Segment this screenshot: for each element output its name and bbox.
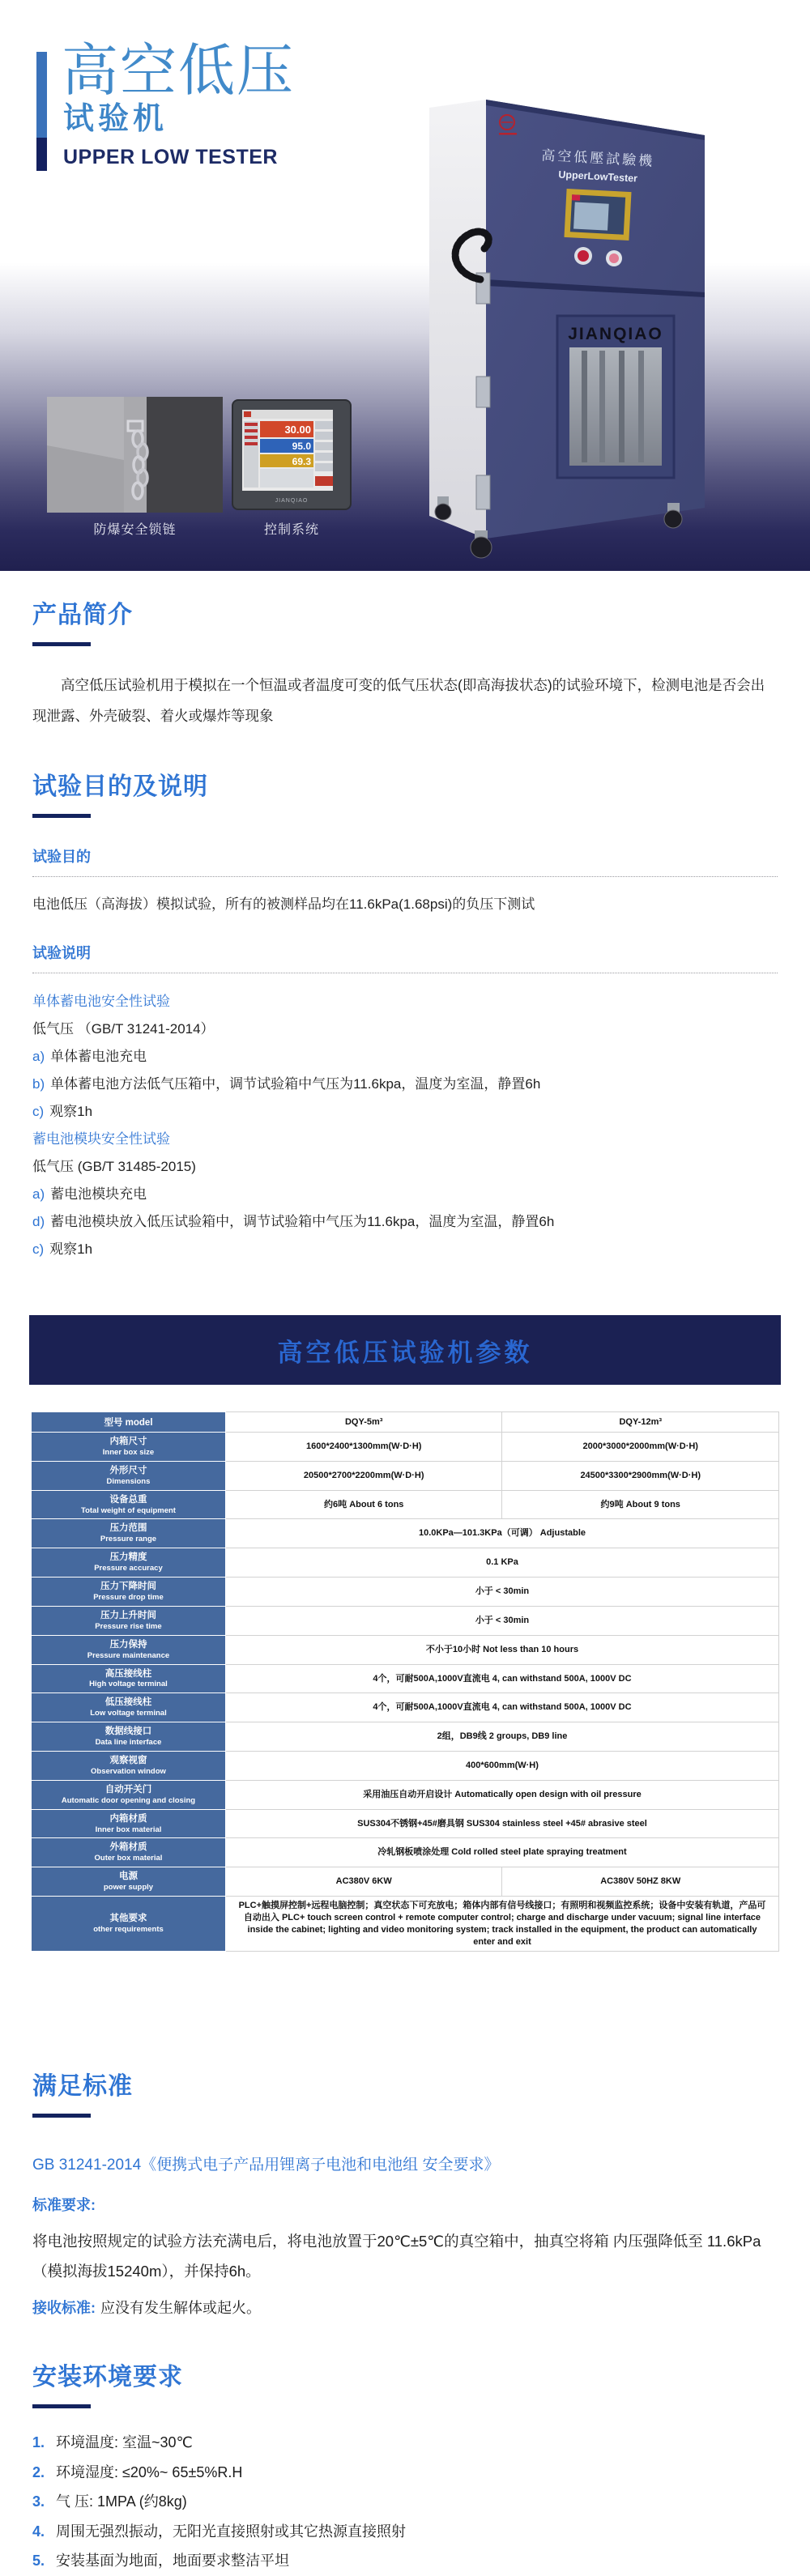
acceptance-line <box>32 2297 778 2319</box>
install-item <box>32 2458 778 2488</box>
item-number: 4. <box>32 2523 45 2540</box>
list-item <box>32 1153 778 1181</box>
section-standards <box>0 2073 810 2319</box>
item-text: 周围无强烈振动，无阳光直接照射或其它热源直接照射 <box>56 2523 407 2540</box>
requirement-label: 标准要求: <box>32 2197 96 2214</box>
row-label: 外形尺寸 Dimensions <box>32 1461 226 1490</box>
install-item <box>32 2517 778 2547</box>
row-label: 压力下降时间 Pressure drop time <box>32 1578 226 1607</box>
standards-title-underline <box>32 2114 91 2118</box>
row-value: 小于 < 30min <box>225 1606 778 1635</box>
item-text: 环境温度: 室温~30℃ <box>56 2434 193 2451</box>
purpose-title: 试验目的及说明 <box>32 773 208 801</box>
item-text: 低气压 (GB/T 31485-2015) <box>32 1159 196 1175</box>
install-title: 安装环境要求 <box>32 2364 183 2391</box>
machine-brand-text: JIANQIAO <box>568 325 663 343</box>
table-row <box>32 1809 779 1838</box>
row-label: 型号 model <box>32 1412 226 1433</box>
title-accent-bar <box>36 52 47 171</box>
requirement-text: 将电池按照规定的试验方法充满电后，将电池放置于20℃±5℃的真空箱中，抽真空将箱 内压强降低至 11.6kPa（模拟海拔15240m），并保持6h。 <box>32 2233 761 2280</box>
machine-logo-text <box>499 133 517 135</box>
row-value: SUS304不锈钢+45#磨具钢 SUS304 stainless steel +45# abrasive steel <box>225 1809 778 1838</box>
row-value: 约6吨 About 6 tons <box>225 1490 502 1519</box>
row-label: 压力范围 Pressure range <box>32 1519 226 1548</box>
section-purpose <box>0 773 810 1263</box>
control-screen-icon <box>231 397 352 513</box>
list-item <box>32 1071 778 1098</box>
row-value: 冷轧钢板喷涂处理 Cold rolled steel plate spraying treatment <box>225 1838 778 1867</box>
item-number: 1. <box>32 2434 45 2451</box>
item-letter: a) <box>32 1049 45 1065</box>
item-text: 低气压 （GB/T 31241-2014） <box>32 1021 215 1037</box>
hero-section <box>0 0 810 571</box>
table-row <box>32 1433 779 1462</box>
row-value: DQY-5m³ <box>225 1412 502 1433</box>
item-text: 单体蓄电池充电 <box>50 1049 147 1065</box>
table-row <box>32 1664 779 1693</box>
row-label: 数据线接口 Data line interface <box>32 1722 226 1752</box>
item-text: 单体蓄电池方法低气压箱中，调节试验箱中气压为11.6kpa，温度为室温，静置6h <box>50 1076 541 1092</box>
install-item <box>32 2487 778 2517</box>
machine-label-cn: 高空低壓試驗機 <box>540 147 655 169</box>
screen-humidity-value: 95.0 <box>292 441 311 452</box>
params-table <box>31 1411 779 1952</box>
caster-wheel-1 <box>435 504 451 520</box>
table-row <box>32 1461 779 1490</box>
window-rack-2 <box>599 351 605 462</box>
gb-standard-line: GB 31241-2014《便携式电子产品用锂离子电池和电池组 安全要求》 <box>32 2157 500 2174</box>
item-text: 观察1h <box>49 1104 93 1120</box>
row-label: 内箱尺寸 Inner box size <box>32 1433 226 1462</box>
table-row <box>32 1867 779 1897</box>
row-label: 压力上升时间 Pressure rise time <box>32 1606 226 1635</box>
row-value: 2组，DB9线 2 groups, DB9 line <box>225 1722 778 1752</box>
intro-paragraph: 高空低压试验机用于模拟在一个恒温或者温度可变的低气压状态(即高海拔状态)的试验环境下，检测电池是否会出现泄露、外壳破裂、着火或爆炸等现象 <box>32 677 765 724</box>
row-label: 观察视窗 Observation window <box>32 1751 226 1780</box>
row-label: 低压接线柱 Low voltage terminal <box>32 1693 226 1722</box>
table-row <box>32 1519 779 1548</box>
table-row <box>32 1838 779 1867</box>
item-number: 2. <box>32 2463 45 2480</box>
machine-illustration-icon <box>356 12 810 571</box>
test-desc-list <box>32 988 778 1263</box>
machine-emergency-button <box>578 250 589 262</box>
list-item <box>32 1126 778 1153</box>
item-letter: b) <box>32 1076 45 1092</box>
acceptance-label: 接收标准: <box>32 2300 96 2317</box>
row-label: 电源 power supply <box>32 1867 226 1897</box>
list-item <box>32 1208 778 1236</box>
thumbnail-safety-chain <box>47 397 223 513</box>
purpose-title-underline <box>32 814 91 818</box>
row-value: PLC+触摸屏控制+远程电脑控制；真空状态下可充放电；箱体内部有信号线接口；有照明和视频监控系统；设备中安装有轨道，产品可自动出入 PLC+ touch screen control + remote computer control; charge and discharge under vacuum; signal line interface inside the cabinet; lighting and video monitoring system; track installed in the equipment, the product can automatically enter and exit <box>225 1897 778 1952</box>
item-text: 观察1h <box>49 1241 93 1258</box>
item-text: 蓄电池模块安全性试验 <box>32 1131 170 1147</box>
intro-title-underline <box>32 642 91 646</box>
install-item <box>32 2428 778 2458</box>
item-number: 5. <box>32 2553 45 2570</box>
caster-wheel-3 <box>664 510 682 528</box>
table-row <box>32 1897 779 1952</box>
row-value: 4个，可耐500A,1000V直流电 4, can withstand 500A, 1000V DC <box>225 1664 778 1693</box>
purpose-text: 电池低压（高海拔）模拟试验，所有的被测样品均在11.6kPa(1.68psi)的负压下测试 <box>32 896 535 913</box>
item-text: 蓄电池模块充电 <box>50 1186 147 1203</box>
row-value: 10.0KPa—101.3KPa（可调） Adjustable <box>225 1519 778 1548</box>
table-row <box>32 1578 779 1607</box>
page-title-en: UPPER LOW TESTER <box>63 146 278 168</box>
caption-safety-chain: 防爆安全锁链 <box>93 523 177 537</box>
machine-label-en: UpperLowTester <box>558 168 638 185</box>
machine-screen-badge <box>572 194 580 201</box>
row-value: 20500*2700*2200mm(W·D·H) <box>225 1461 502 1490</box>
table-row <box>32 1548 779 1578</box>
row-label: 内箱材质 Inner box material <box>32 1809 226 1838</box>
list-item <box>32 988 778 1015</box>
row-value: DQY-12m³ <box>502 1412 779 1433</box>
controller-brand-text: JIANQIAO <box>275 498 309 504</box>
thumbnail-control-system <box>231 397 352 513</box>
row-label: 其他要求 other requirements <box>32 1897 226 1952</box>
row-value: 不小于10小时 Not less than 10 hours <box>225 1635 778 1664</box>
row-label: 外箱材质 Outer box material <box>32 1838 226 1867</box>
params-table-body <box>32 1412 779 1952</box>
row-label: 自动开关门 Automatic door opening and closing <box>32 1780 226 1809</box>
table-row <box>32 1412 779 1433</box>
intro-title: 产品简介 <box>32 602 133 628</box>
table-row <box>32 1490 779 1519</box>
safety-chain-icon <box>47 397 223 513</box>
row-value: AC380V 6KW <box>225 1867 502 1897</box>
caster-wheel-2 <box>471 537 492 558</box>
table-row <box>32 1722 779 1752</box>
install-title-underline <box>32 2404 91 2408</box>
list-item <box>32 1181 778 1208</box>
section-intro <box>0 602 810 731</box>
table-row <box>32 1635 779 1664</box>
row-value: 4个，可耐500A,1000V直流电 4, can withstand 500A, 1000V DC <box>225 1693 778 1722</box>
machine-screen-content <box>573 202 609 231</box>
item-text: 蓄电池模块放入低压试验箱中，调节试验箱中气压为11.6kpa，温度为室温，静置6h <box>50 1214 555 1230</box>
row-label: 压力保持 Pressure maintenance <box>32 1635 226 1664</box>
row-value: 400*600mm(W·H) <box>225 1751 778 1780</box>
item-letter: d) <box>32 1214 45 1230</box>
acceptance-text: 应没有发生解体或起火。 <box>100 2300 261 2317</box>
subsection-purpose-label: 试验目的 <box>32 845 778 877</box>
machine-hinge-2 <box>476 377 490 407</box>
machine-power-button <box>609 253 619 263</box>
window-rack-1 <box>582 351 587 462</box>
params-banner-title: 高空低压试验机参数 <box>277 1338 533 1367</box>
item-letter: a) <box>32 1186 45 1203</box>
machine-photo <box>356 12 810 571</box>
row-label: 压力精度 Pressure accuracy <box>32 1548 226 1578</box>
install-item <box>32 2546 778 2576</box>
screen-pressure-value: 69.3 <box>292 456 311 467</box>
row-value: 24500*3300*2900mm(W·D·H) <box>502 1461 779 1490</box>
window-rack-4 <box>638 351 644 462</box>
install-list <box>32 2428 778 2576</box>
row-value: AC380V 50HZ 8KW <box>502 1867 779 1897</box>
item-number: 3. <box>32 2493 45 2510</box>
item-letter: c) <box>32 1104 45 1120</box>
row-value: 2000*3000*2000mm(W·D·H) <box>502 1433 779 1462</box>
screen-temp-value: 30.00 <box>284 424 311 436</box>
table-row <box>32 1780 779 1809</box>
row-label: 设备总重 Total weight of equipment <box>32 1490 226 1519</box>
standards-title: 满足标准 <box>32 2073 133 2101</box>
row-value: 1600*2400*1300mm(W·D·H) <box>225 1433 502 1462</box>
page-title-cn: 高空低压 <box>62 39 295 102</box>
accent-bar-navy <box>36 138 47 171</box>
machine-hinge-3 <box>476 475 490 509</box>
table-row <box>32 1606 779 1635</box>
machine-side-panel <box>429 100 486 539</box>
subsection-desc-label: 试验说明 <box>32 942 778 973</box>
row-label: 高压接线柱 High voltage terminal <box>32 1664 226 1693</box>
params-banner <box>29 1315 781 1385</box>
table-row <box>32 1751 779 1780</box>
window-rack-3 <box>619 351 625 462</box>
item-letter: c) <box>32 1241 45 1258</box>
list-item <box>32 1098 778 1126</box>
row-value: 采用油压自动开启设计 Automatically open design with oil pressure <box>225 1780 778 1809</box>
caption-control-system: 控制系统 <box>263 523 319 537</box>
list-item <box>32 1015 778 1043</box>
accent-bar-blue <box>36 52 47 138</box>
item-text: 气 压: 1MPA (约8kg) <box>56 2493 187 2510</box>
page-subtitle-cn: 试验机 <box>63 102 168 136</box>
row-value: 约9吨 About 9 tons <box>502 1490 779 1519</box>
item-text: 环境湿度: ≤20%~ 65±5%R.H <box>56 2463 243 2480</box>
item-text: 单体蓄电池安全性试验 <box>32 994 170 1010</box>
section-install <box>0 2364 810 2576</box>
list-item <box>32 1236 778 1263</box>
row-value: 小于 < 30min <box>225 1578 778 1607</box>
item-text: 安装基面为地面，地面要求整洁平坦 <box>56 2553 290 2570</box>
row-value: 0.1 KPa <box>225 1548 778 1578</box>
table-row <box>32 1693 779 1722</box>
list-item <box>32 1043 778 1071</box>
